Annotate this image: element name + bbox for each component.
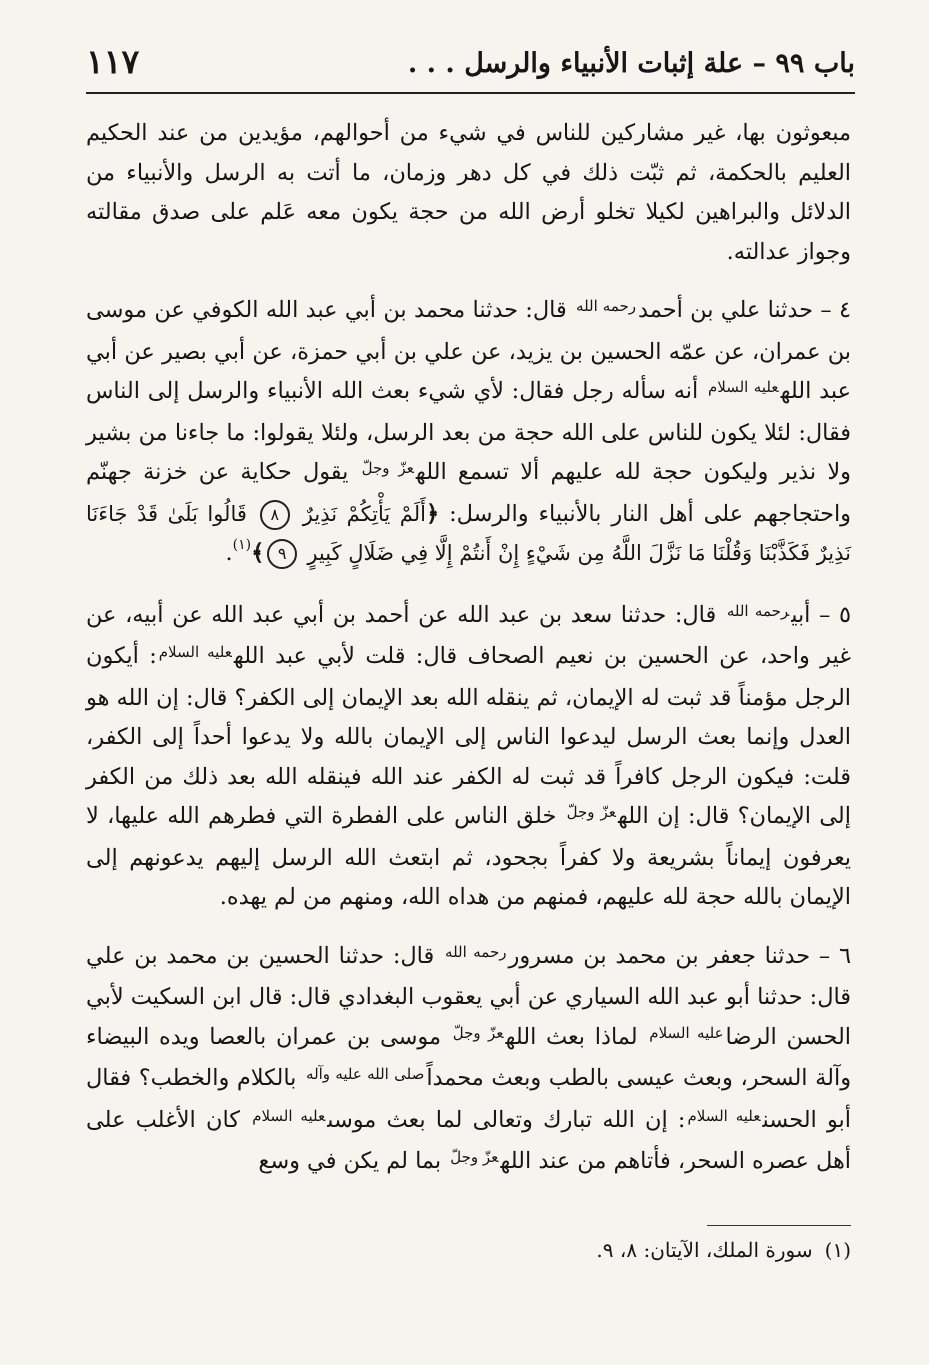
honorific-glyph: رحمه الله [576, 297, 637, 315]
ayah-number-marker: ٨ [260, 500, 290, 530]
ayah-number-marker: ٩ [267, 539, 297, 569]
honorific-glyph: رحمه الله [726, 601, 790, 620]
quran-close-bracket: ﴾ [251, 540, 265, 566]
paragraph-continuation: مبعوثون بها، غير مشاركين للناس في شيء من أحوالهم، مؤيدين من عند الحكيم العليم بالحكمة، ثم ثبّت ذلك في كل دهر وزمان، ما أتت به الرسل والأنبياء من الدلائل والبراهين لكيلا تخلو أرض الله من حجة يكون معه عَلم على صدق مقالته وجواز عدالته. [86, 120, 851, 265]
honorific-glyph: عليه السلام [158, 643, 232, 661]
header-divider [86, 92, 855, 94]
page-number: ١١٧ [86, 42, 140, 81]
hadith-5: ٥ – أبي$^{رحمه الله}$ قال: حدثنا سعد بن عبد الله عن أحمد بن أبي عبد الله عن أبيه، عن غير واحد، عن الحسين بن نعيم الصحاف قال: قلت لأبي عبد الله$^{عليه السلام}$: أيكون الرجل مؤمناً قد ثبت له الإيمان، ثم ينقله الله بعد الإيمان إلى الكفر؟ قال: إن الله هو العدل وإنما بعث الرسل ليدعوا الناس إلى الإيمان بالله ولا يدعوا أحداً إلى الكفر، قلت: فيكون الرجل كافراً قد ثبت له الكفر عند الله فينقله الله بعد ذلك من الكفر إلى الإيمان؟ قال: إن الله$^{عزّ وجلّ}$ خلق الناس على الفطرة التي فطرهم الله عليها، لا يعرفون إيماناً بشريعة ولا كفراً بجحود، ثم ابتعث الله الرسل إليهم يدعونهم إلى الإيمان بالله حجة لله عليهم، فمنهم من هداه الله، ومنهم من لم يهده. [86, 601, 851, 910]
footnote-reference[interactable]: (١) [232, 537, 252, 553]
honorific-glyph: عزّ وجلّ [450, 1148, 499, 1166]
honorific-glyph: عزّ وجلّ [566, 803, 616, 821]
main-text [86, 114, 851, 1184]
honorific-glyph: عليه السلام [707, 378, 779, 396]
hadith-number: ٤ – [820, 297, 851, 323]
running-header [86, 42, 855, 86]
quran-verse: قَالُوا بَلَىٰ قَدْ جَاءَنَا نَذِيرٌ فَكَذَّبْنَا وَقُلْنَا مَا نَزَّلَ اللَّهُ مِن شَيْءٍ إِنْ أَنتُمْ إِلَّا فِي ضَلَالٍ كَبِيرٍ [86, 501, 851, 565]
hadith-number: ٥ – [819, 601, 851, 628]
footnote-divider [707, 1225, 851, 1226]
honorific-glyph: عزّ وجلّ [452, 1023, 504, 1042]
footnote [596, 1238, 851, 1262]
hadith-number: ٦ – [818, 942, 851, 969]
quran-open-bracket: ﴿ [425, 500, 440, 527]
honorific-glyph: عزّ وجلّ [361, 459, 414, 477]
honorific-glyph: رحمه الله [445, 942, 507, 961]
honorific-glyph: صلى الله عليه وآله [306, 1065, 425, 1083]
chapter-title: باب ٩٩ – علة إثبات الأنبياء والرسل . . . [407, 48, 855, 79]
footnote-text: سورة الملك، الآيتان: ٨، ٩. [596, 1238, 813, 1262]
honorific-glyph: عليه السلام [687, 1106, 761, 1125]
honorific-glyph: عليه السلام [649, 1023, 724, 1042]
hadith-4: ٤ – حدثنا علي بن أحمد$^{رحمه الله}$ قال: حدثنا محمد بن أبي عبد الله الكوفي عن موسى بن عمران، عن عمّه الحسين بن يزيد، عن علي بن أبي حمزة، عن أبي بصير عن أبي عبد الله$^{عليه السلام}$ أنه سأله رجل فقال: لأي شيء بعث الله الأنبياء والرسل إلى الناس فقال: لئلا يكون للناس على الله حجة من بعد الرسل، ولئلا يقولوا: ما جاءنا من بشير ولا نذير وليكون حجة لله عليهم ألا تسمع الله$^{عزّ وجلّ}$ يقول حكاية عن خزنة جهنّم واحتجاجهم على أهل النار بالأنبياء والرسل: ﴿أَلَمْ يَأْتِكُمْ نَذِيرٌ ٨ قَالُوا بَلَىٰ قَدْ جَاءَنَا نَذِيرٌ فَكَذَّبْنَا وَقُلْنَا مَا نَزَّلَ اللَّهُ مِن شَيْءٍ إِنْ أَنتُمْ إِلَّا فِي ضَلَالٍ كَبِيرٍ ٩﴾$^{(١)}$. [86, 291, 851, 577]
quran-verse: أَلَمْ يَأْتِكُمْ نَذِيرٌ [302, 501, 426, 526]
footnote-number: (١) [824, 1238, 851, 1262]
hadith-6: ٦ – حدثنا جعفر بن محمد بن مسرور$^{رحمه الله}$ قال: حدثنا الحسين بن محمد بن علي قال: حدثنا أبو عبد الله السياري عن أبي يعقوب البغدادي قال: قال ابن السكيت لأبي الحسن الرضا$^{عليه السلام}$ لماذا بعث الله$^{عزّ وجلّ}$ موسى بن عمران بالعصا ويده البيضاء وآلة السحر، وبعث عيسى بالطب وبعث محمداً$^{صلى الله عليه وآله}$ بالكلام والخطب؟ فقال أبو الحسن$^{عليه السلام}$: إن الله تبارك وتعالى لما بعث موسى$^{عليه السلام}$ كان الأغلب على أهل عصره السحر، فأتاهم من عند الله$^{عزّ وجلّ}$ بما لم يكن في وسع [86, 942, 852, 1174]
honorific-glyph: عليه السلام [252, 1106, 326, 1125]
